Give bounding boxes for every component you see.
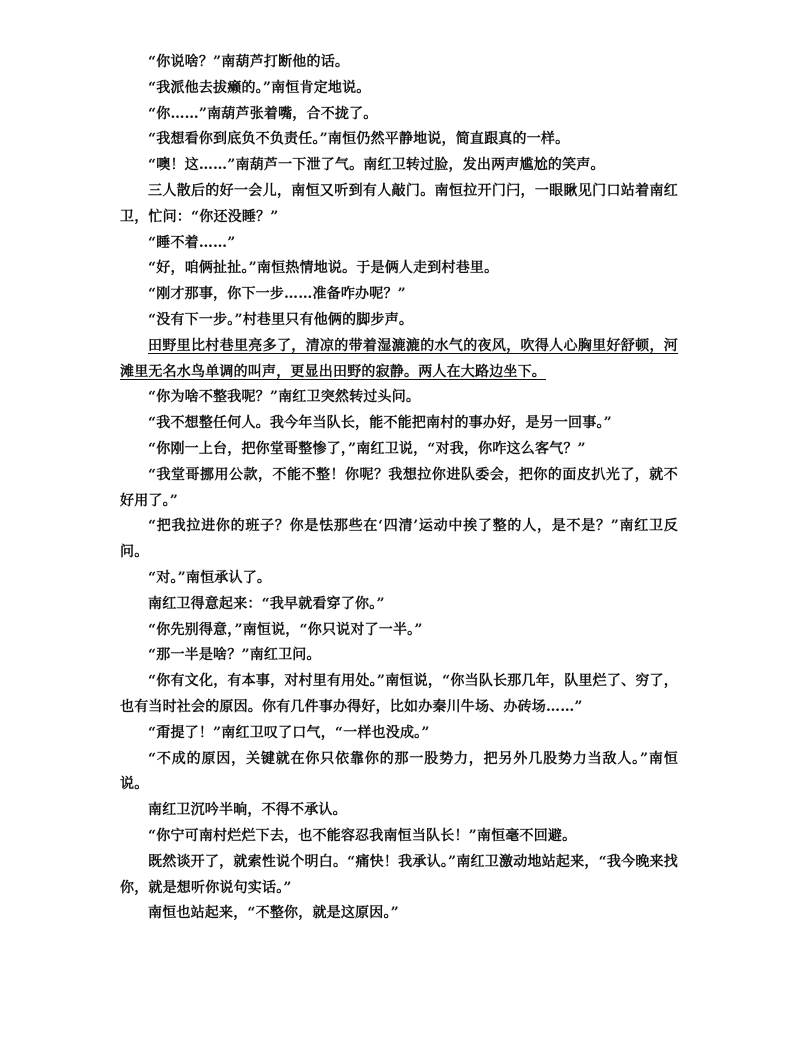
- paragraph: “没有下一步。”村巷里只有他俩的脚步声。: [148, 311, 414, 328]
- paragraph: “你刚一上台，把你堂哥整惨了，”南红卫说，“对我，你咋这么客气？”: [148, 440, 586, 457]
- paragraph: 南红卫沉吟半晌，不得不承认。: [148, 802, 347, 819]
- paragraph: “噢！这……”南葫芦一下泄了气。南红卫转过脸，发出两声尴尬的笑声。: [148, 157, 605, 174]
- paragraph: 南红卫得意起来：“我早就看穿了你。”: [148, 595, 385, 612]
- paragraph: “睡不着……”: [148, 234, 236, 251]
- underlined-paragraph: 田野里比村巷里亮多了，清凉的带着湿漉漉的水气的夜风，吹得人心胸里好舒顿，河滩里无名水鸟单调的叫声，更显出田野的寂静。两人在大路边坐下。: [120, 337, 678, 380]
- paragraph: “你说啥？”南葫芦打断他的话。: [148, 54, 350, 70]
- paragraph: 三人散后的好一会儿，南恒又听到有人敲门。南恒拉开门闩，一眼瞅见门口站着南红卫，忙问：“你还没睡？”: [120, 182, 678, 225]
- paragraph: “你有文化，有本事，对村里有用处。”南恒说，“你当队长那几年，队里烂了、穷了，也有当时社会的原因。你有几件事办得好，比如办秦川牛场、办砖场……”: [120, 673, 678, 715]
- paragraph: “我不想整任何人。我今年当队长，能不能把南村的事办好，是另一回事。”: [148, 415, 612, 432]
- paragraph: “甭提了！”南红卫叹了口气，“一样也没成。”: [148, 724, 430, 741]
- paragraph: “不成的原因，关键就在你只依靠你的那一股势力，把另外几股势力当敌人。”南恒说。: [120, 750, 678, 793]
- paragraph: “刚才那事，你下一步……准备咋办呢？”: [148, 286, 406, 303]
- paragraph: “我派他去拔癞的。”南恒肯定地说。: [148, 79, 371, 96]
- document-body: [120, 50, 678, 927]
- paragraph: “你……”南葫芦张着嘴，合不拢了。: [148, 105, 378, 122]
- paragraph: “你先别得意，”南恒说，“你只说对了一半。”: [148, 621, 423, 638]
- paragraph: 南恒也站起来，“不整你，就是这原因。”: [148, 905, 399, 922]
- paragraph: “你为啥不整我呢？”南红卫突然转过头问。: [148, 389, 421, 406]
- paragraph: “把我拉进你的班子？你是怯那些在‘四清’运动中挨了整的人，是不是？”南红卫反问。: [120, 518, 678, 561]
- paragraph: “我堂哥挪用公款，不能不整！你呢？我想拉你进队委会，把你的面皮扒光了，就不好用了。”: [120, 466, 678, 509]
- paragraph: “好，咱俩扯扯。”南恒热情地说。于是俩人走到村巷里。: [148, 260, 499, 277]
- paragraph: “我想看你到底负不负责任。”南恒仍然平静地说，简直跟真的一样。: [148, 131, 570, 148]
- paragraph: “那一半是啥？”南红卫问。: [148, 647, 321, 664]
- paragraph: 既然谈开了，就索性说个明白。“痛快！我承认。”南红卫激动地站起来，“我今晚来找你，就是想听你说句实话。”: [120, 853, 678, 896]
- paragraph: “你宁可南村烂烂下去，也不能容忍我南恒当队长！”南恒毫不回避。: [148, 827, 577, 844]
- paragraph: “对。”南恒承认了。: [148, 569, 272, 586]
